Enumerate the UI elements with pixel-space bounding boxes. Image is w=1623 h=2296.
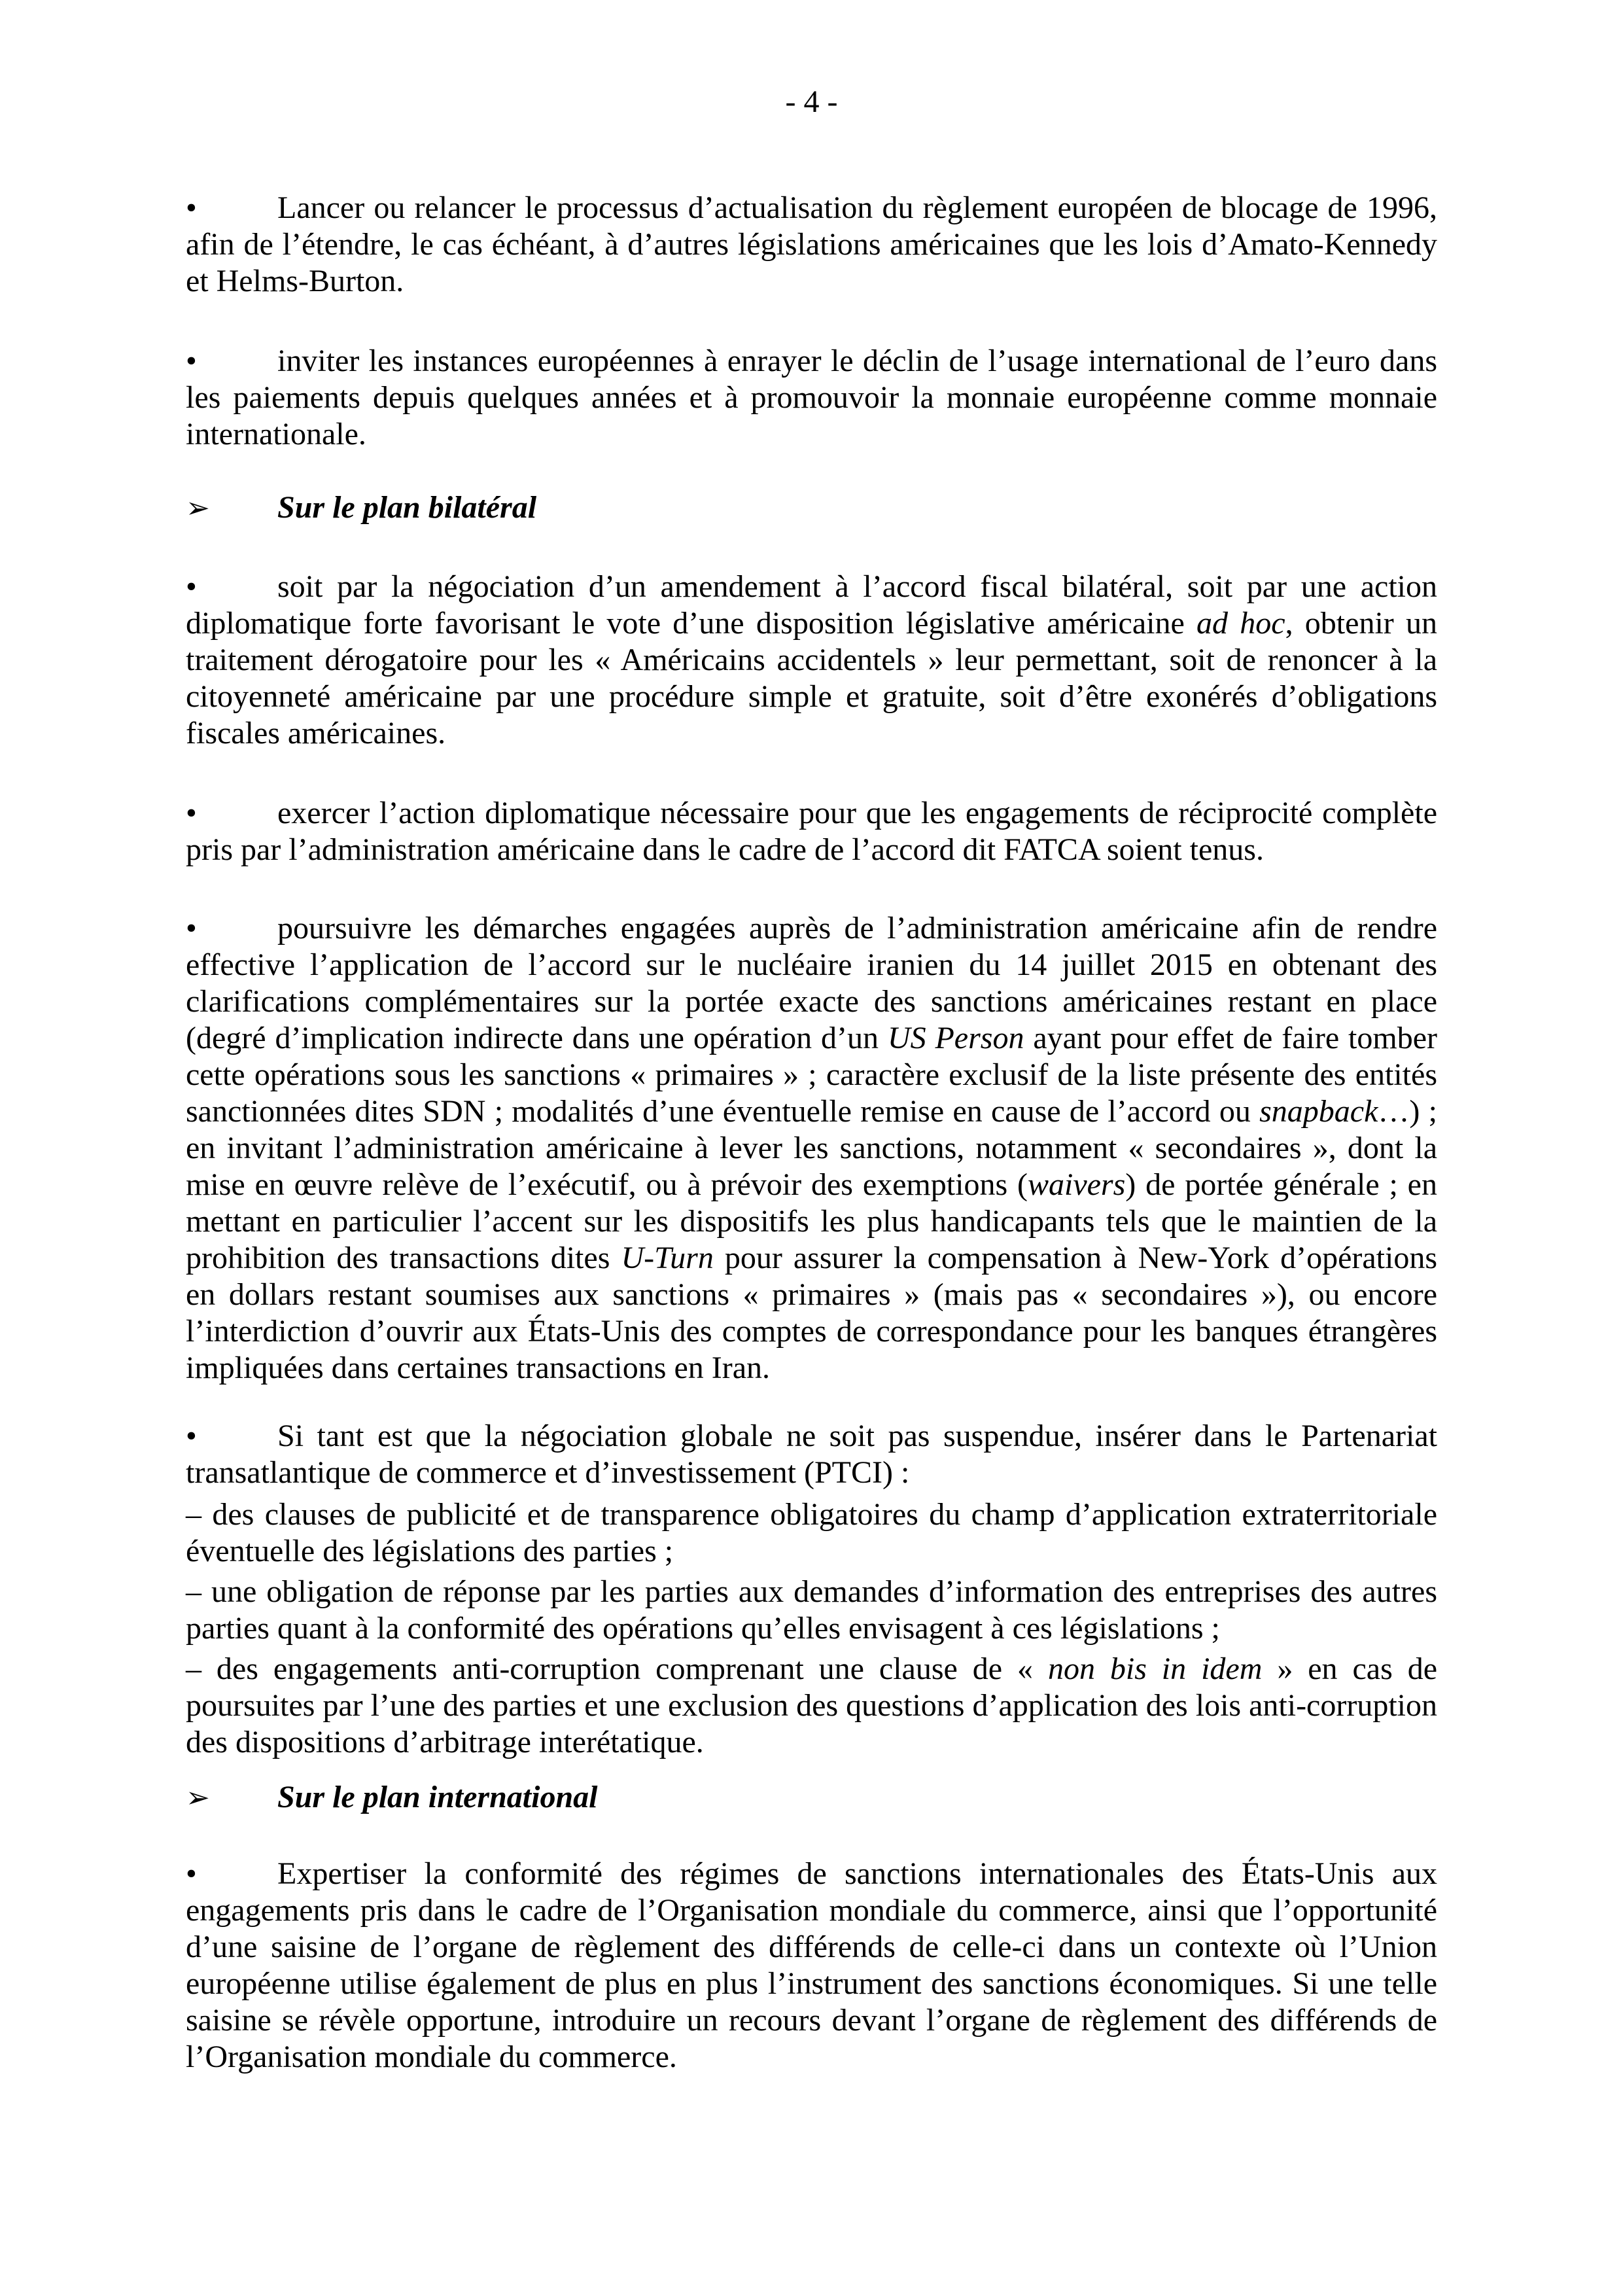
italic-text: U-Turn	[621, 1241, 714, 1275]
bullet-item	[186, 910, 1437, 1386]
bullet-item	[186, 1856, 1437, 2075]
dash-item	[186, 1574, 1437, 1647]
section-heading-international	[186, 1779, 1437, 1816]
section-heading-bilateral	[186, 489, 1437, 527]
italic-text: snapback	[1259, 1094, 1378, 1129]
paragraph-text: poursuivre les démarches engagées auprès de l’administration américaine afin de rendre effective l’application de l’accord sur le nucléaire iranien du 14 juillet 2015 en obtenant des clarifications complémentaires sur la portée exacte des sanctions américaines restant en place (degré d’implication indirecte dans une opération d’un	[186, 911, 1437, 1055]
paragraph-text: – des engagements anti-corruption comprenant une clause de «	[186, 1651, 1048, 1686]
paragraph-text: – une obligation de réponse par les parties aux demandes d’information des entreprises des autres parties quant à la conformité des opérations qu’elles envisagent à ces législations ;	[186, 1574, 1437, 1646]
bullet-icon: •	[186, 569, 197, 604]
bullet-item	[186, 569, 1437, 752]
heading-text: Sur le plan international	[277, 1780, 598, 1814]
dash-item	[186, 1651, 1437, 1761]
arrow-icon: ➢	[186, 491, 210, 525]
paragraph-text: Si tant est que la négociation globale ne soit pas suspendue, insérer dans le Partenariat transatlantique de commerce et d’investissement (PTCI) :	[186, 1419, 1437, 1490]
bullet-item	[186, 190, 1437, 300]
paragraph-text: » en cas de poursuites par l’une des parties et une exclusion des questions d’application des lois anti-corruption des dispositions d’arbitrage interétatique.	[186, 1651, 1438, 1759]
paragraph-text: exercer l’action diplomatique nécessaire pour que les engagements de réciprocité complète pris par l’administration américaine dans le cadre de l’accord dit FATCA soient tenus.	[186, 796, 1437, 867]
paragraph-text: inviter les instances européennes à enrayer le déclin de l’usage international de l’euro dans les paiements depuis quelques années et à promouvoir la monnaie européenne comme monnaie internationale.	[186, 344, 1437, 451]
italic-text: US Person	[887, 1021, 1024, 1055]
italic-text: ad hoc	[1196, 606, 1285, 641]
paragraph-text: – des clauses de publicité et de transparence obligatoires du champ d’application extraterritoriale éventuelle des législations des parties ;	[186, 1497, 1437, 1568]
paragraph-text: ) de portée générale ; en mettant en particulier l’accent sur les dispositifs les plus handicapants tels que le maintien de la prohibition des transactions dites	[186, 1167, 1437, 1275]
paragraph-text: …) ; en invitant l’administration américaine à lever les sanctions, notamment « secondaires », dont la mise en œuvre relève de l’exécutif, ou à prévoir des exemptions (	[186, 1094, 1437, 1202]
paragraph-text: pour assurer la compensation à New-York d’opérations en dollars restant soumises aux sanctions « primaires » (mais pas « secondaires »), ou encore l’interdiction d’ouvrir aux États-Unis des comptes de correspondance pour les banques étrangères impliquées dans certaines transactions en Iran.	[186, 1241, 1438, 1385]
bullet-icon: •	[186, 796, 197, 830]
bullet-icon: •	[186, 344, 197, 378]
bullet-item	[186, 795, 1437, 868]
paragraph-text: soit par la négociation d’un amendement à l’accord fiscal bilatéral, soit par une action diplomatique forte favorisant le vote d’une disposition législative américaine	[186, 569, 1437, 641]
bullet-icon: •	[186, 911, 197, 945]
paragraph-text: Lancer ou relancer le processus d’actualisation du règlement européen de blocage de 1996, afin de l’étendre, le cas échéant, à d’autres législations américaines que les lois d’Amato-Kennedy et Helms-Burton.	[186, 190, 1437, 298]
arrow-icon: ➢	[186, 1781, 210, 1814]
dash-item	[186, 1496, 1437, 1570]
italic-text: non bis in idem	[1047, 1651, 1263, 1686]
bullet-icon: •	[186, 1856, 197, 1891]
bullet-item	[186, 1418, 1437, 1491]
italic-text: waivers	[1027, 1167, 1126, 1202]
bullet-item	[186, 343, 1437, 453]
paragraph-text: Expertiser la conformité des régimes de sanctions internationales des États-Unis aux engagements pris dans le cadre de l’Organisation mondiale du commerce, ainsi que l’opportunité d’une saisine de l’organe de règlement des différends de celle-ci dans un contexte où l’Union européenne utilise également de plus en plus l’instrument des sanctions économiques. Si une telle saisine se révèle opportune, introduire un recours devant l’organe de règlement des différends de l’Organisation mondiale du commerce.	[186, 1856, 1437, 2074]
page-number: - 4 -	[785, 84, 838, 119]
heading-text: Sur le plan bilatéral	[277, 490, 537, 525]
paragraph-text: ayant pour effet de faire tomber cette opérations sous les sanctions « primaires » ; caractère exclusif de la liste présente des entités sanctionnées dites SDN ; modalités d’une éventuelle remise en cause de l’accord ou	[186, 1021, 1437, 1129]
paragraph-text: , obtenir un traitement dérogatoire pour les « Américains accidentels » leur permettant, soit de renoncer à la citoyenneté américaine par une procédure simple et gratuite, soit d’être exonérés d’obligations fiscales américaines.	[186, 606, 1437, 751]
bullet-icon: •	[186, 190, 197, 225]
bullet-icon: •	[186, 1419, 197, 1453]
